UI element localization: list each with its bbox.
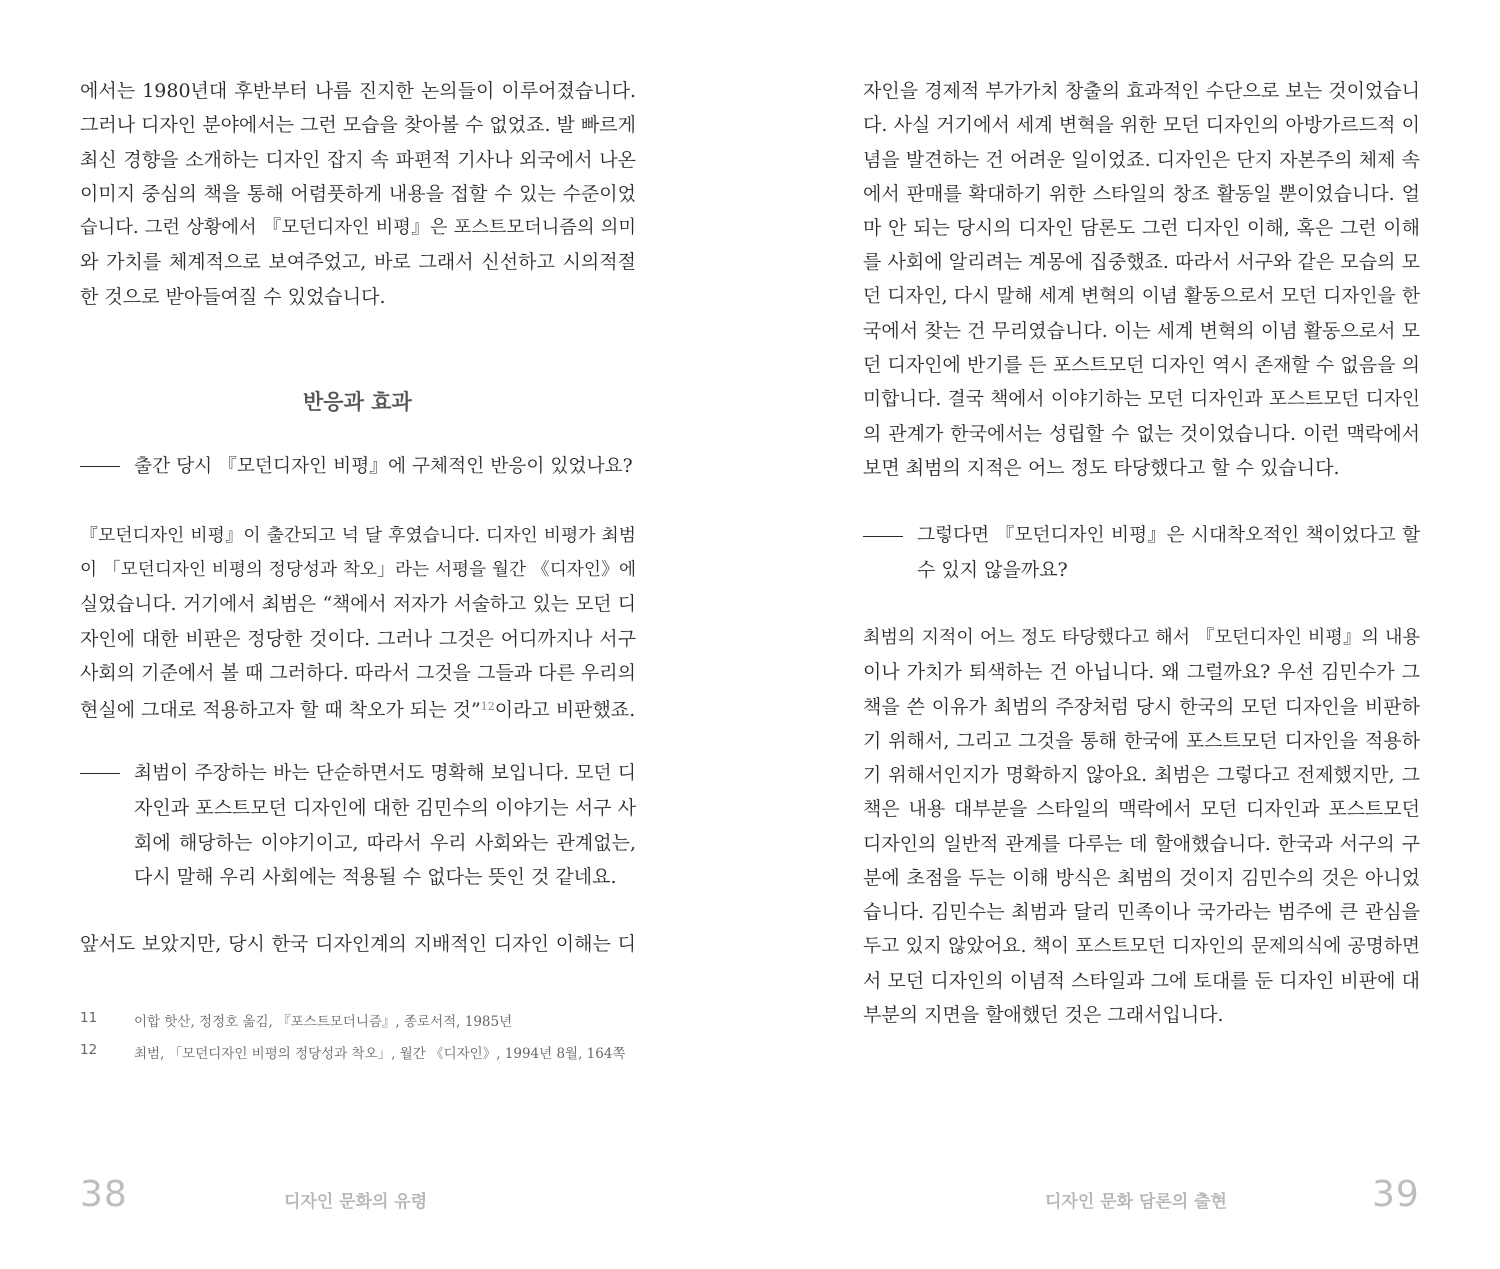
text-line: 책을 쓴 이유가 최범의 주장처럼 당시 한국의 모던 디자인을 비판하 [863, 695, 1420, 718]
text-line: 서 모던 디자인의 이념적 스타일과 그에 토대를 둔 디자인 비판에 대 [863, 969, 1420, 992]
footnote-11 [80, 1010, 640, 1030]
page-number-right: 39 [1372, 1174, 1420, 1215]
left-paragraph-2 [80, 519, 636, 728]
text-line: 이나 가치가 퇴색하는 건 아닙니다. 왜 그럴까요? 우선 김민수가 그 [863, 661, 1420, 684]
text-line: 사회의 기준에서 볼 때 그러하다. 따라서 그것을 그들과 다른 우리의 [80, 662, 636, 685]
text-line: 국에서 찾는 건 무리였습니다. 이는 세계 변혁의 이념 활동으로서 모 [863, 320, 1420, 343]
text-line: 이미지 중심의 책을 통해 어렴풋하게 내용을 접할 수 있는 수준이었 [80, 182, 636, 205]
question-dash [80, 773, 120, 774]
text-line: 디자인의 일반적 관계를 다루는 데 할애했습니다. 한국과 서구의 구 [863, 832, 1420, 855]
text-line: 출간 당시 『모던디자인 비평』에 구체적인 반응이 있었나요? [134, 456, 633, 477]
left-paragraph-3 [80, 927, 636, 961]
text-line: 이 「모던디자인 비평의 정당성과 착오」라는 서평을 월간 《디자인》에 [80, 560, 636, 581]
text-line: 습니다. 김민수는 최범과 달리 민족이나 국가라는 범주에 큰 관심을 [863, 901, 1420, 924]
footnote-12 [80, 1042, 640, 1062]
section-heading: 반응과 효과 [303, 390, 412, 414]
text-line: 회에 해당하는 이야기이고, 따라서 우리 사회와는 관계없는, [134, 831, 636, 854]
footnote-text: 최범, 「모던디자인 비평의 정당성과 착오」, 월간 《디자인》, 1994년 8월, 164쪽 [134, 1046, 626, 1062]
page-number-left: 38 [80, 1174, 128, 1215]
text-line [80, 690, 636, 727]
text-line: 수 있지 않을까요? [917, 559, 1068, 582]
text-line: 미합니다. 결국 책에서 이야기하는 모던 디자인과 포스트모던 디자인 [863, 388, 1420, 410]
text-line: 기 위해서, 그리고 그것을 통해 한국에 포스트모던 디자인을 적용하 [863, 729, 1420, 752]
right-page [750, 0, 1500, 1269]
text-line: 의 관계가 한국에서는 성립할 수 없는 것이었습니다. 이런 맥락에서 [863, 422, 1420, 445]
text-line: 분에 초점을 두는 이해 방식은 최범의 것이지 김민수의 것은 아니었 [863, 867, 1420, 890]
quote-text: 현실에 그대로 적용하고자 할 때 착오가 되는 것” [80, 699, 481, 722]
text-line: 기 위해서인지가 명확하지 않아요. 최범은 그렇다고 전제했지만, 그 [863, 764, 1420, 787]
footnote-text: 이합 핫산, 정정호 옮김, 『포스트모더니즘』, 종로서적, 1985년 [134, 1014, 513, 1030]
running-title-right: 디자인 문화 담론의 출현 [1045, 1192, 1227, 1212]
question-2 [134, 757, 636, 894]
text-line: 습니다. 그런 상황에서 『모던디자인 비평』은 포스트모더니즘의 의미 [80, 217, 636, 239]
text-line: 마 안 되는 당시의 디자인 담론도 그런 디자인 이해, 혹은 그런 이해 [863, 217, 1420, 240]
text-line: 두고 있지 않았어요. 책이 포스트모던 디자인의 문제의식에 공명하면 [863, 935, 1420, 957]
text-line: 최신 경향을 소개하는 디자인 잡지 속 파편적 기사나 외국에서 나온 [80, 148, 636, 171]
text-line: 를 사회에 알리려는 계몽에 집중했죠. 따라서 서구와 같은 모습의 모 [863, 251, 1420, 274]
text-line: 다시 말해 우리 사회에는 적용될 수 없다는 뜻인 것 같네요. [134, 865, 617, 888]
question-3 [917, 519, 1420, 588]
text-line: 자인과 포스트모던 디자인에 대한 김민수의 이야기는 서구 사 [134, 797, 636, 820]
text-line: 한 것으로 받아들여질 수 있었습니다. [80, 285, 386, 308]
footnote-number: 11 [80, 1010, 98, 1026]
right-paragraph-2 [863, 621, 1420, 1033]
text-line: 『모던디자인 비평』이 출간되고 넉 달 후였습니다. 디자인 비평가 최범 [80, 525, 636, 546]
text-line: 자인을 경제적 부가가치 창출의 효과적인 수단으로 보는 것이었습니 [863, 80, 1420, 102]
question-dash [80, 466, 120, 467]
question-1 [134, 450, 636, 484]
text-line: 최범의 지적이 어느 정도 타당했다고 해서 『모던디자인 비평』의 내용 [863, 627, 1420, 648]
text-line: 최범이 주장하는 바는 단순하면서도 명확해 보입니다. 모던 디 [134, 763, 636, 784]
text-line: 책은 내용 대부분을 스타일의 맥락에서 모던 디자인과 포스트모던 [863, 798, 1420, 821]
text-line: 실었습니다. 거기에서 최범은 “책에서 저자가 서술하고 있는 모던 디 [80, 593, 636, 615]
text-line: 던 디자인, 다시 말해 세계 변혁의 이념 활동으로서 모던 디자인을 한 [863, 285, 1420, 307]
text-line: 와 가치를 체계적으로 보여주었고, 바로 그래서 신선하고 시의적절 [80, 251, 636, 274]
question-dash [863, 536, 903, 537]
text-fragment: 이라고 비판했죠. [494, 699, 636, 722]
right-paragraph-1 [863, 74, 1420, 486]
text-line: 그러나 디자인 분야에서는 그런 모습을 찾아볼 수 없었죠. 발 빠르게 [80, 114, 636, 137]
text-line: 에서 판매를 확대하기 위한 스타일의 창조 활동일 뿐이었습니다. 얼 [863, 182, 1420, 205]
text-line: 앞서도 보았지만, 당시 한국 디자인계의 지배적인 디자인 이해는 디 [80, 933, 636, 955]
text-line: 보면 최범의 지적은 어느 정도 타당했다고 할 수 있습니다. [863, 457, 1340, 480]
text-line: 념을 발견하는 건 어려운 일이었죠. 디자인은 단지 자본주의 체제 속 [863, 148, 1420, 171]
text-line: 그렇다면 『모던디자인 비평』은 시대착오적인 책이었다고 할 [917, 525, 1420, 546]
footnote-reference[interactable]: 12 [480, 700, 495, 714]
text-line: 던 디자인에 반기를 든 포스트모던 디자인 역시 존재할 수 없음을 의 [863, 354, 1420, 377]
footnote-number: 12 [80, 1042, 98, 1058]
running-title-left: 디자인 문화의 유령 [284, 1192, 428, 1212]
text-line: 부분의 지면을 할애했던 것은 그래서입니다. [863, 1004, 1224, 1027]
left-paragraph-1 [80, 74, 636, 314]
text-line: 다. 사실 거기에서 세계 변혁을 위한 모던 디자인의 아방가르드적 이 [863, 114, 1420, 137]
text-line: 에서는 1980년대 후반부터 나름 진지한 논의들이 이루어졌습니다. [80, 80, 636, 102]
text-line: 자인에 대한 비판은 정당한 것이다. 그러나 그것은 어디까지나 서구 [80, 627, 636, 650]
